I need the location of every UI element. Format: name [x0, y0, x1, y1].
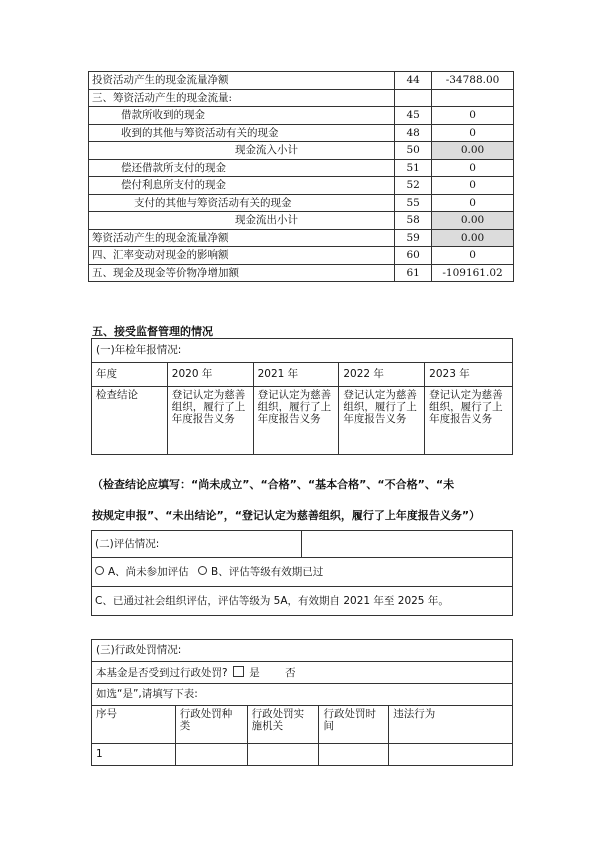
cash-flow-label: 支付的其他与筹资活动有关的现金	[89, 194, 395, 212]
penalty-cell	[247, 744, 319, 766]
penalty-question: 本基金是否受到过行政处罚?	[96, 666, 228, 679]
penalty-question-row	[92, 662, 513, 684]
assessment-heading: (二)评估情况:	[92, 531, 302, 558]
penalty-instruction: 如选“是”,请填写下表:	[92, 684, 513, 706]
option-a: A、尚未参加评估	[108, 565, 189, 578]
cash-flow-label: 筹资活动产生的现金流量净额	[89, 229, 395, 247]
cash-flow-value	[432, 89, 514, 107]
cash-flow-value: 0.00	[432, 142, 514, 160]
cash-flow-value: 0	[432, 107, 514, 125]
cash-flow-row	[89, 264, 514, 282]
cash-flow-value: 0	[432, 159, 514, 177]
cash-flow-label: 投资活动产生的现金流量净额	[89, 72, 395, 90]
penalty-cell	[389, 744, 513, 766]
cash-flow-value: -109161.02	[432, 264, 514, 282]
cash-flow-body	[89, 72, 514, 282]
year-cell: 2022 年	[339, 363, 425, 387]
checkbox-icon[interactable]	[233, 666, 244, 677]
result-label: 检查结论	[92, 387, 168, 455]
penalty-cell	[175, 744, 247, 766]
result-cell: 登记认定为慈善组织，履行了上年度报告义务	[425, 387, 513, 455]
radio-icon[interactable]	[198, 566, 207, 575]
cash-flow-value: 0	[432, 194, 514, 212]
inspection-note-line2: 按规定申报”、“未出结论”，“登记认定为慈善组织，履行了上年度报告义务”）	[92, 509, 481, 522]
cash-flow-row	[89, 212, 514, 230]
year-cell: 2021 年	[253, 363, 339, 387]
year-cell: 2020 年	[167, 363, 253, 387]
result-cell: 登记认定为慈善组织，履行了上年度报告义务	[339, 387, 425, 455]
cash-flow-row-number: 48	[395, 124, 432, 142]
penalty-col-header: 序号	[92, 706, 176, 744]
cash-flow-label: 五、现金及现金等价物净增加额	[89, 264, 395, 282]
inspection-heading: (一)年检年报情况:	[92, 339, 513, 363]
cash-flow-row	[89, 142, 514, 160]
cash-flow-row	[89, 194, 514, 212]
cash-flow-row	[89, 107, 514, 125]
cash-flow-label: 四、汇率变动对现金的影响额	[89, 247, 395, 265]
penalty-heading: (三)行政处罚情况:	[92, 640, 513, 662]
cash-flow-row	[89, 247, 514, 265]
penalty-table	[91, 639, 513, 766]
cash-flow-row-number: 61	[395, 264, 432, 282]
cash-flow-row	[89, 159, 514, 177]
option-c: C、已通过社会组织评估，评估等级为 5A，有效期自 2021 年至 2025 年。	[92, 587, 513, 616]
penalty-cell: 1	[92, 744, 176, 766]
cash-flow-value: 0	[432, 177, 514, 195]
cash-flow-row-number: 58	[395, 212, 432, 230]
penalty-col-header: 违法行为	[389, 706, 513, 744]
cash-flow-row-number: 59	[395, 229, 432, 247]
cash-flow-row-number: 45	[395, 107, 432, 125]
cash-flow-label: 偿还借款所支付的现金	[89, 159, 395, 177]
result-cell: 登记认定为慈善组织，履行了上年度报告义务	[253, 387, 339, 455]
cash-flow-row-number: 44	[395, 72, 432, 90]
inspection-table	[91, 338, 513, 455]
assessment-options	[92, 558, 513, 587]
penalty-col-header: 行政处罚种类	[175, 706, 247, 744]
cash-flow-label: 现金流出小计	[89, 212, 395, 230]
cash-flow-row-number: 52	[395, 177, 432, 195]
year-cell: 2023 年	[425, 363, 513, 387]
cash-flow-row	[89, 89, 514, 107]
option-b: B、评估等级有效期已过	[211, 565, 324, 578]
penalty-col-header: 行政处罚实施机关	[247, 706, 319, 744]
no-label: 否	[285, 666, 296, 679]
cash-flow-label: 借款所收到的现金	[89, 107, 395, 125]
cash-flow-value: 0	[432, 124, 514, 142]
cash-flow-label: 收到的其他与筹资活动有关的现金	[89, 124, 395, 142]
cash-flow-value: 0	[432, 247, 514, 265]
result-cell: 登记认定为慈善组织，履行了上年度报告义务	[167, 387, 253, 455]
cash-flow-row-number: 50	[395, 142, 432, 160]
cash-flow-row	[89, 229, 514, 247]
cash-flow-label: 偿付利息所支付的现金	[89, 177, 395, 195]
section-title: 五、接受监督管理的情况	[92, 325, 213, 338]
cash-flow-row-number: 55	[395, 194, 432, 212]
yes-label: 是	[249, 666, 260, 679]
cash-flow-table	[88, 71, 514, 282]
cash-flow-label: 现金流入小计	[89, 142, 395, 160]
cash-flow-row-number	[395, 89, 432, 107]
year-label: 年度	[92, 363, 168, 387]
cash-flow-label: 三、筹资活动产生的现金流量:	[89, 89, 395, 107]
penalty-cell	[319, 744, 389, 766]
assessment-table	[91, 530, 513, 616]
inspection-note-line1: （检查结论应填写：“尚未成立”、“合格”、“基本合格”、“不合格”、“未	[92, 478, 455, 491]
cash-flow-value: -34788.00	[432, 72, 514, 90]
cash-flow-value: 0.00	[432, 229, 514, 247]
radio-icon[interactable]	[95, 566, 104, 575]
penalty-col-header: 行政处罚时间	[319, 706, 389, 744]
cash-flow-row-number: 51	[395, 159, 432, 177]
cash-flow-row-number: 60	[395, 247, 432, 265]
cash-flow-row	[89, 177, 514, 195]
cash-flow-row	[89, 124, 514, 142]
cash-flow-value: 0.00	[432, 212, 514, 230]
cash-flow-row	[89, 72, 514, 90]
